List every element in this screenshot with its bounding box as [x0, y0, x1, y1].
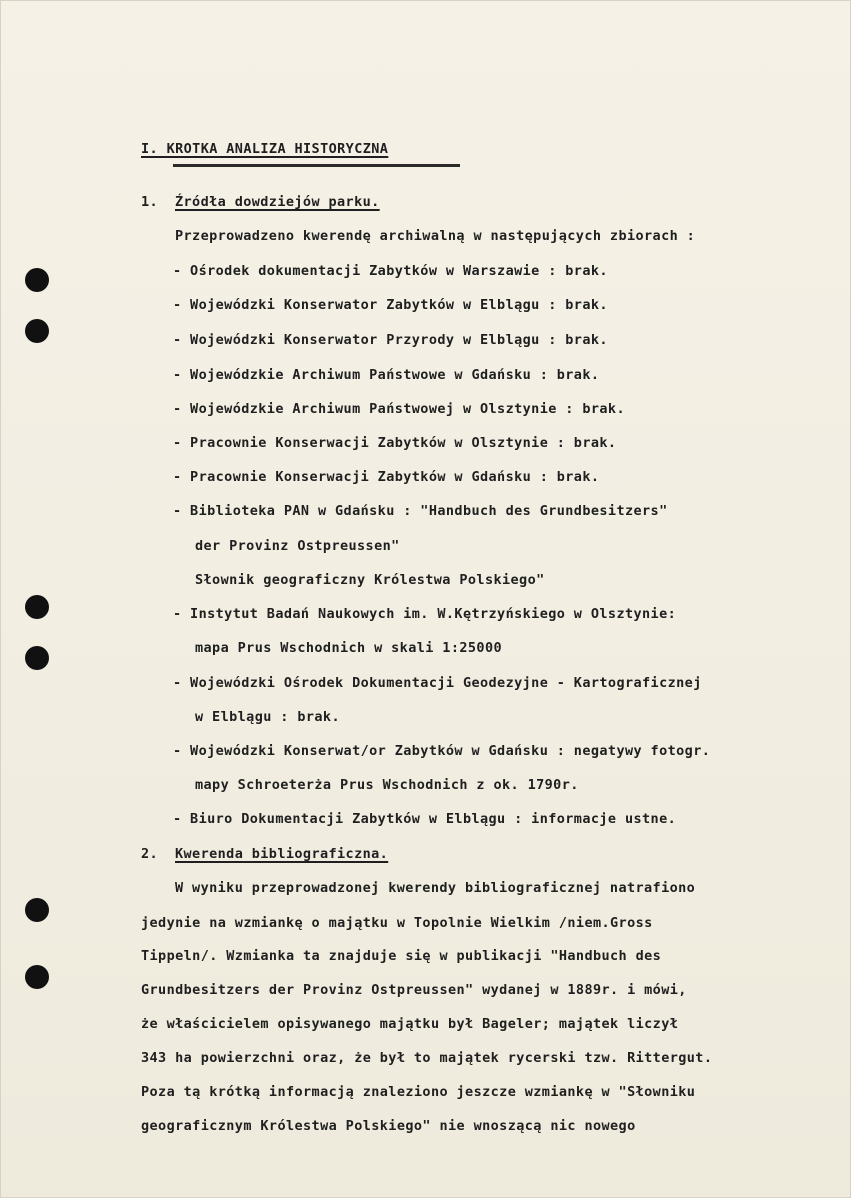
list-item-continuation: mapa Prus Wschodnich w skali 1:25000	[195, 640, 502, 656]
list-item: - Biblioteka PAN w Gdańsku : "Handbuch des Grundbesitzers"	[173, 503, 668, 519]
sub1-number: 1.	[141, 194, 159, 210]
sub1-intro: Przeprowadzeno kwerendę archiwalną w następujących zbiorach :	[175, 228, 696, 244]
punch-hole	[25, 965, 49, 989]
punch-hole	[25, 898, 49, 922]
list-item: - Wojewódzkie Archiwum Państwowej w Olsztynie : brak.	[173, 401, 625, 417]
paragraph-line: Poza tą krótką informacją znaleziono jeszcze wzmiankę w "Słowniku	[141, 1084, 696, 1100]
list-item: - Pracownie Konserwacji Zabytków w Olsztynie : brak.	[173, 435, 617, 451]
list-item-continuation: w Elblągu : brak.	[195, 709, 340, 725]
paragraph-line: Grundbesitzers der Provinz Ostpreussen" wydanej w 1889r. i mówi,	[141, 982, 687, 998]
punch-hole	[25, 646, 49, 670]
list-item-continuation: Słownik geograficzny Królestwa Polskiego"	[195, 572, 545, 588]
sub2-title: Kwerenda bibliograficzna.	[175, 846, 389, 862]
list-item: - Wojewódzki Ośrodek Dokumentacji Geodezyjne - Kartograficznej	[173, 675, 702, 691]
paragraph-line: geograficznym Królestwa Polskiego" nie wnoszącą nic nowego	[141, 1118, 636, 1134]
sub2-number: 2.	[141, 846, 159, 862]
list-item: - Biuro Dokumentacji Zabytków w Elblągu : informacje ustne.	[173, 811, 677, 827]
section-title: I. KROTKA ANALIZA HISTORYCZNA	[141, 141, 389, 157]
list-item: - Wojewódzkie Archiwum Państwowe w Gdańsku : brak.	[173, 367, 600, 383]
list-item: - Ośrodek dokumentacji Zabytków w Warszawie : brak.	[173, 263, 608, 279]
punch-hole	[25, 595, 49, 619]
list-item-continuation: mapy Schroeterża Prus Wschodnich z ok. 1790r.	[195, 777, 579, 793]
sub1-title: Źródła dowdziejów parku.	[175, 194, 380, 210]
list-item: - Wojewódzki Konserwat/or Zabytków w Gdańsku : negatywy fotogr.	[173, 743, 711, 759]
paragraph-line: że właścicielem opisywanego majątku był Bageler; majątek liczył	[141, 1016, 679, 1032]
list-item: - Instytut Badań Naukowych im. W.Kętrzyńskiego w Olsztynie:	[173, 606, 677, 622]
paragraph-line: W wyniku przeprowadzonej kwerendy bibliograficznej natrafiono	[175, 880, 696, 896]
list-item: - Wojewódzki Konserwator Przyrody w Elblągu : brak.	[173, 332, 608, 348]
paragraph-line: Tippeln/. Wzmianka ta znajduje się w publikacji "Handbuch des	[141, 948, 662, 964]
list-item: - Wojewódzki Konserwator Zabytków w Elblągu : brak.	[173, 297, 608, 313]
list-item-continuation: der Provinz Ostpreussen"	[195, 538, 400, 554]
title-underline	[173, 164, 460, 167]
list-item: - Pracownie Konserwacji Zabytków w Gdańsku : brak.	[173, 469, 600, 485]
punch-hole	[25, 319, 49, 343]
paragraph-line: 343 ha powierzchni oraz, że był to majątek rycerski tzw. Rittergut.	[141, 1050, 713, 1066]
paragraph-line: jedynie na wzmiankę o majątku w Topolnie Wielkim /niem.Gross	[141, 915, 653, 931]
punch-hole	[25, 268, 49, 292]
